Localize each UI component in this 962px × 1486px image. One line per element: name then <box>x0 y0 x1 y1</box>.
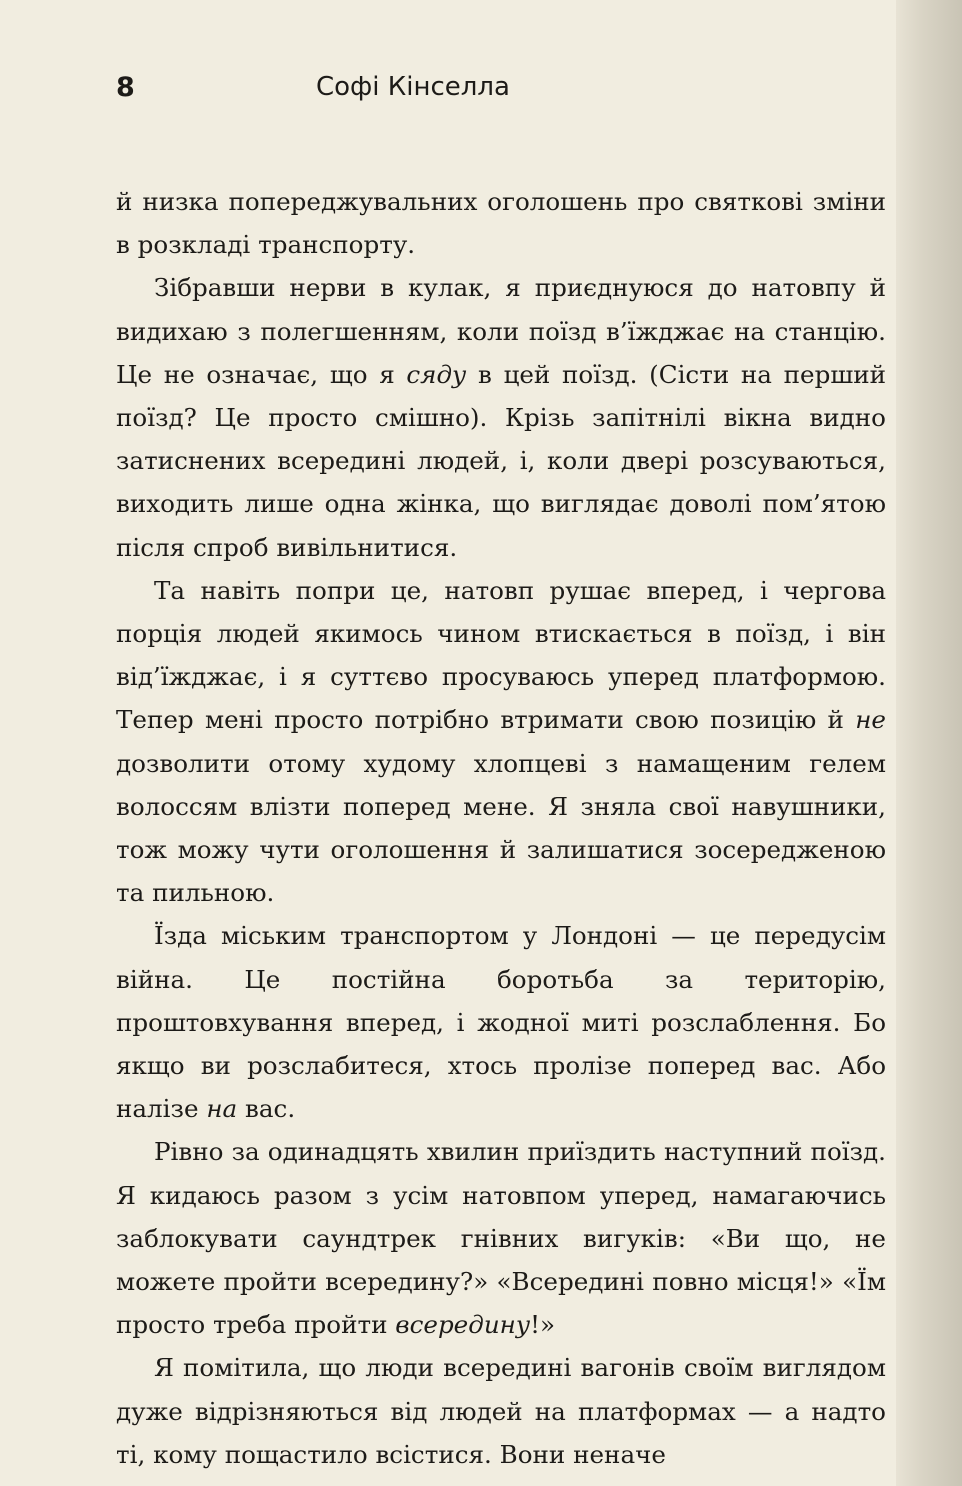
body-text <box>116 180 886 1476</box>
emphasis: сяду <box>406 359 467 389</box>
paragraph: й низка попереджувальних оголошень про святкові зміни в розкладі транспорту. <box>116 187 886 260</box>
running-header <box>116 72 896 112</box>
paragraph: Та навіть попри це, натовп рушає вперед, і чергова порція людей якимось чином втискається в поїзд, і він від’їжджає, і я суттєво просуваюсь уперед платформою. Тепер мені просто потрібно втримати свою позицію й не дозволити отому худому хлопцеві з намащеним гелем волоссям влізти поперед мене. Я зняла свої навушники, тож можу чути оголошення й залишатися зосередженою та пильною. <box>116 575 886 908</box>
emphasis: на <box>206 1094 238 1124</box>
emphasis: всередину <box>395 1310 531 1340</box>
page-number: 8 <box>116 72 135 103</box>
paragraph: Їзда міським транспортом у Лондоні — це передусім війна. Це постійна боротьба за територію, проштовхування вперед, і жодної миті розслаблення. Бо якщо ви розслабитеся, хтось пролізе поперед вас. Або налізе на вас. <box>116 921 886 1124</box>
book-author: Софі Кінселла <box>316 72 510 102</box>
emphasis: не <box>855 705 886 735</box>
paragraph: Рівно за одинадцять хвилин приїздить наступний поїзд. Я кидаюсь разом з усім натовпом уперед, намагаючись заблокувати саундтрек гнівних вигуків: «Ви що, не можете пройти всередину?» «Всередині повно місця!» «Їм просто треба пройти всередину!» <box>116 1137 886 1340</box>
paragraph: Зібравши нерви в кулак, я приєднуюся до натовпу й видихаю з полегшенням, коли поїзд в’їжджає на станцію. Це не означає, що я сяду в цей поїзд. (Сісти на перший поїзд? Це просто смішно). Крізь запітнілі вікна видно затиснених всередині людей, і, коли двері розсуваються, виходить лише одна жінка, що виглядає доволі пом’ятою після спроб вивільнитися. <box>116 273 886 562</box>
page-binding-edge <box>896 0 962 1486</box>
paragraph: Я помітила, що люди всередині вагонів своїм виглядом дуже відрізняються від людей на платформах — а надто ті, кому пощастило всістися. Вони неначе <box>116 1353 886 1469</box>
